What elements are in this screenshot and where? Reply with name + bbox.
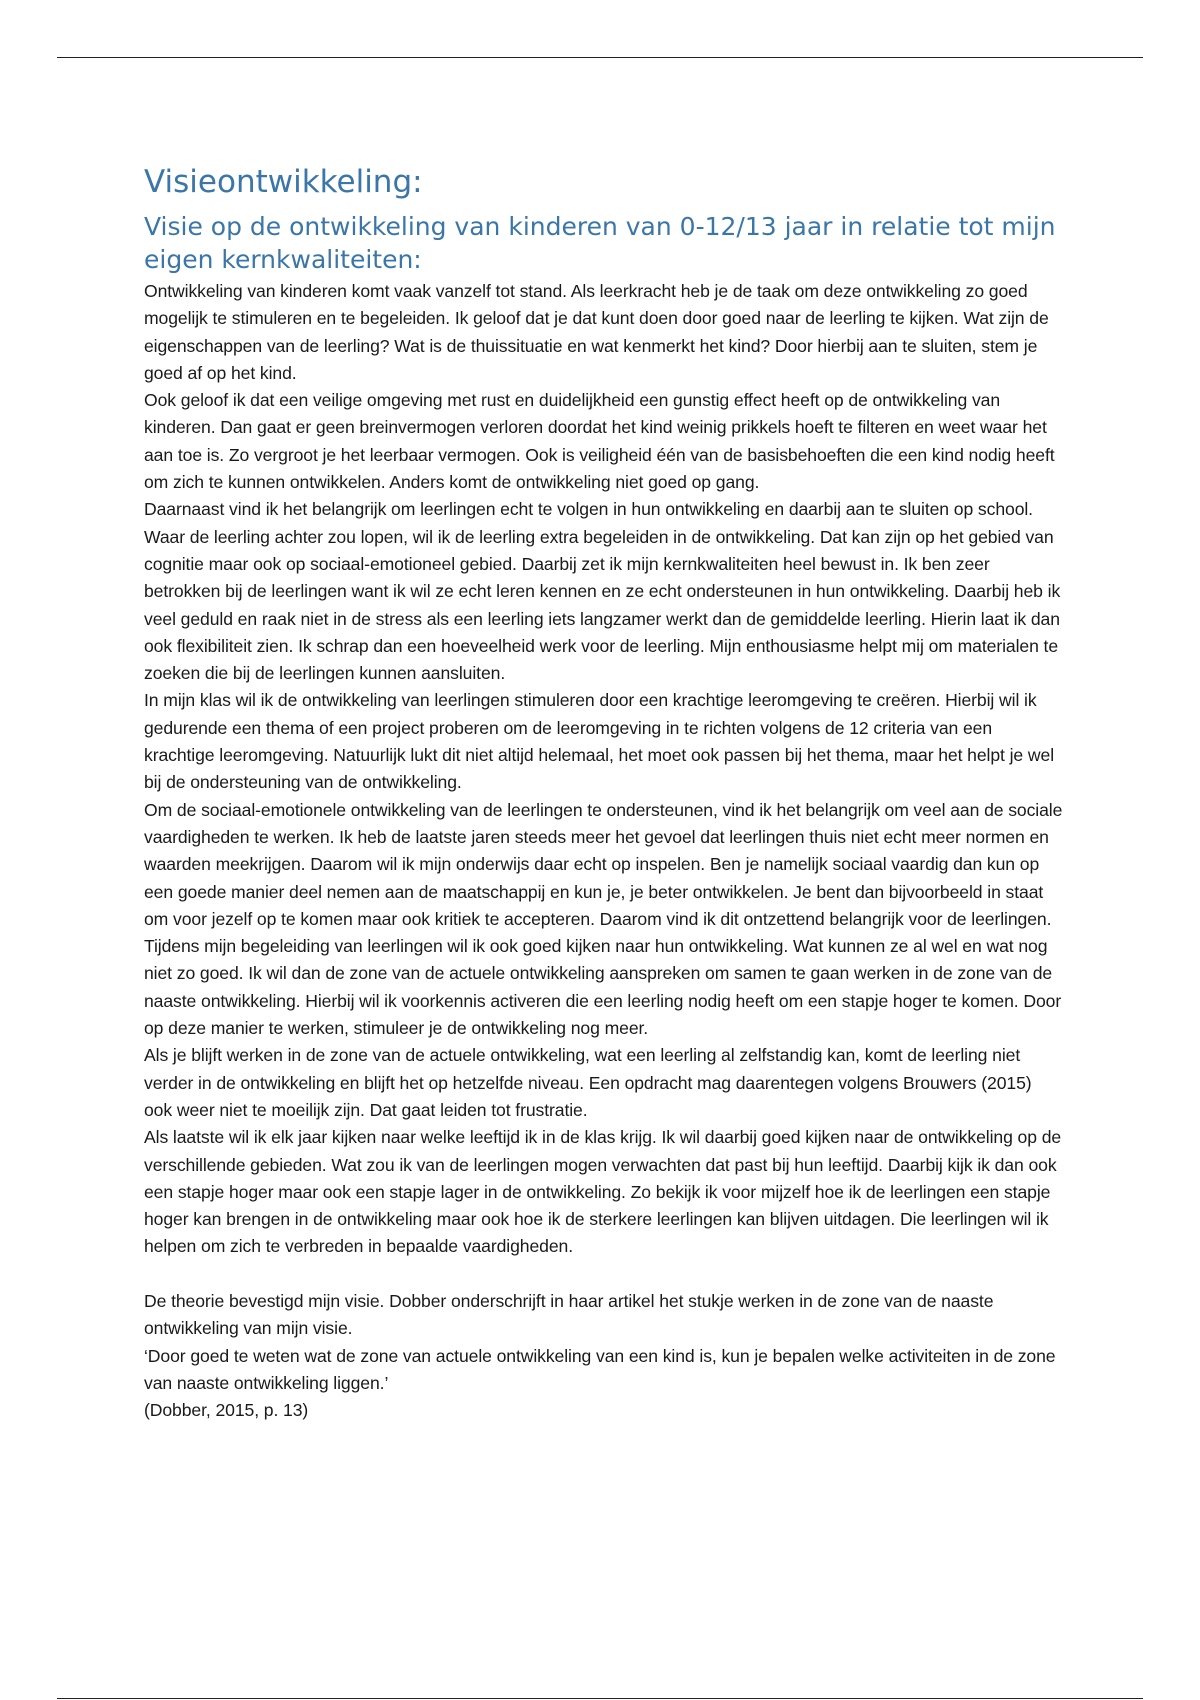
document-subtitle: Visie op de ontwikkeling van kinderen van 0-12/13 jaar in relatie tot mijn eigen kernkwaliteiten: — [144, 212, 1056, 274]
paragraph: Om de sociaal-emotionele ontwikkeling van de leerlingen te ondersteunen, vind ik het belangrijk om veel aan de sociale vaardigheden te werken. Ik heb de laatste jaren steeds meer het gevoel dat leerlingen thuis niet echt meer normen en waarden meekrijgen. Daarom wil ik mijn onderwijs daar echt op inspelen. Ben je namelijk sociaal vaardig dan kun op een goede manier deel nemen aan de maatschappij en kun je, je beter ontwikkelen. Je bent dan bijvoorbeeld in staat om voor jezelf op te komen maar ook kritiek te accepteren. Daarom vind ik dit ontzettend belangrijk voor de leerlingen. — [144, 799, 1063, 929]
paragraph: Daarnaast vind ik het belangrijk om leerlingen echt te volgen in hun ontwikkeling en daarbij aan te sluiten op school. Waar de leerling achter zou lopen, wil ik de leerling extra begeleiden in de ontwikkeling. Dat kan zijn op het gebied van cognitie maar ook op sociaal-emotioneel gebied. Daarbij zet ik mijn kernkwaliteiten heel bewust in. Ik ben zeer betrokken bij de leerlingen want ik wil ze echt leren kennen en ze echt ondersteunen in hun ontwikkeling. Daarbij heb ik veel geduld en raak niet in de stress als een leerling iets langzamer werkt dan de gemiddelde leerling. Hierin laat ik dan ook flexibiliteit zien. Ik schrap dan een hoeveelheid werk voor de leerling. Mijn enthousiasme helpt mij om materialen te zoeken die bij de leerlingen kunnen aansluiten. — [144, 499, 1061, 684]
paragraph: Als je blijft werken in de zone van de actuele ontwikkeling, wat een leerling al zelfstandig kan, komt de leerling niet verder in de ontwikkeling en blijft het op hetzelfde niveau. Een opdracht mag daarentegen volgens Brouwers (2015) ook weer niet te moeilijk zijn. Dat gaat leiden tot frustratie. — [144, 1045, 1032, 1120]
paragraph: Als laatste wil ik elk jaar kijken naar welke leeftijd ik in de klas krijg. Ik wil daarbij goed kijken naar de ontwikkeling op de verschillende gebieden. Wat zou ik van de leerlingen mogen verwachten dat past bij hun leeftijd. Daarbij kijk ik dan ook een stapje hoger maar ook een stapje lager in de ontwikkeling. Zo bekijk ik voor mijzelf hoe ik de leerlingen een stapje hoger kan brengen in de ontwikkeling maar ook hoe ik de sterkere leerlingen kan blijven uitdagen. Die leerlingen wil ik helpen om zich te verbreden in bepaalde vaardigheden. — [144, 1127, 1062, 1257]
bottom-rule — [57, 1698, 1143, 1699]
citation: (Dobber, 2015, p. 13) — [144, 1400, 309, 1421]
top-rule — [57, 57, 1143, 58]
paragraph: Ontwikkeling van kinderen komt vaak vanzelf tot stand. Als leerkracht heb je de taak om deze ontwikkeling zo goed mogelijk te stimuleren en te begeleiden. Ik geloof dat je dat kunt doen door goed naar de leerling te kijken. Wat zijn de eigenschappen van de leerling? Wat is de thuissituatie en wat kenmerkt het kind? Door hierbij aan te sluiten, stem je goed af op het kind. — [144, 281, 1049, 383]
paragraph: Ook geloof ik dat een veilige omgeving met rust en duidelijkheid een gunstig effect heeft op de ontwikkeling van kinderen. Dan gaat er geen breinvermogen verloren doordat het kind weinig prikkels hoeft te filteren en weet waar het aan toe is. Zo vergroot je het leerbaar vermogen. Ook is veiligheid één van de basisbehoeften die een kind nodig heeft om zich te kunnen ontwikkelen. Anders komt de ontwikkeling niet goed op gang. — [144, 390, 1055, 493]
document-body — [144, 162, 1064, 1424]
document-title: Visieontwikkeling: — [144, 164, 423, 200]
paragraph: In mijn klas wil ik de ontwikkeling van leerlingen stimuleren door een krachtige leeromgeving te creëren. Hierbij wil ik gedurende een thema of een project proberen om de leeromgeving in te richten volgens de 12 criteria van een krachtige leeromgeving. Natuurlijk lukt dit niet altijd helemaal, het moet ook passen bij het thema, maar het helpt je wel bij de ondersteuning van de ontwikkeling. — [144, 690, 1055, 793]
theory-paragraph: De theorie bevestigd mijn visie. Dobber onderschrijft in haar artikel het stukje werken in de zone van de naaste ontwikkeling van mijn visie. — [144, 1290, 994, 1339]
quote: ‘Door goed te weten wat de zone van actuele ontwikkeling van een kind is, kun je bepalen welke activiteiten in de zone van naaste ontwikkeling liggen.’ — [144, 1345, 1056, 1393]
blank-line — [144, 1261, 1064, 1288]
body-text — [144, 278, 1064, 1424]
paragraph: Tijdens mijn begeleiding van leerlingen wil ik ook goed kijken naar hun ontwikkeling. Wat kunnen ze al wel en wat nog niet zo goed. Ik wil dan de zone van de actuele ontwikkeling aanspreken om samen te gaan werken in de zone van de naaste ontwikkeling. Hierbij wil ik voorkennis activeren die een leerling nodig heeft om een stapje hoger te komen. Door op deze manier te werken, stimuleer je de ontwikkeling nog meer. — [144, 936, 1062, 1039]
